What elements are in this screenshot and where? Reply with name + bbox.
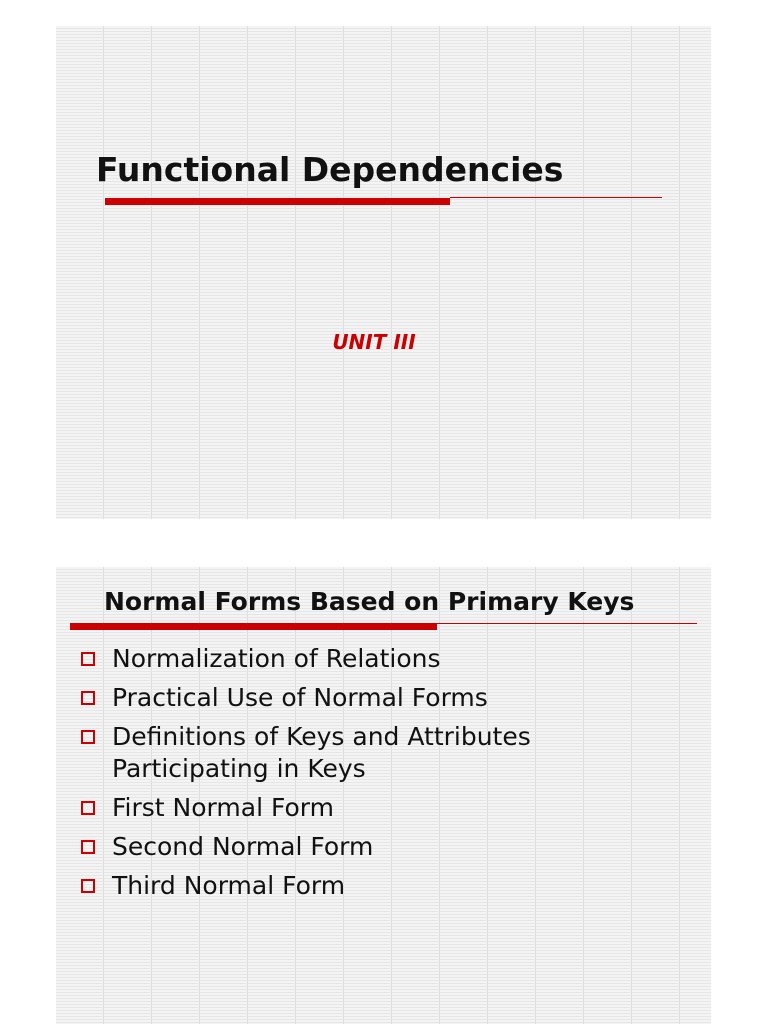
title-underline-thin [437,623,697,624]
square-bullet-icon [81,840,95,854]
square-bullet-icon [81,879,95,893]
bullet-item [80,831,690,863]
bullet-text: Definitions of Keys and Attributes Participating in Keys [112,722,531,783]
slide-normal-forms [56,567,711,1024]
slide-functional-dependencies [56,26,711,519]
title-underline-thick [105,198,450,205]
square-bullet-icon [81,801,95,815]
title-underline-thick [70,623,437,630]
square-bullet-icon [81,652,95,666]
slide-title: Normal Forms Based on Primary Keys [104,587,635,616]
bullet-item [80,870,690,902]
bullet-item [80,682,690,714]
square-bullet-icon [81,730,95,744]
bullet-text: Third Normal Form [112,871,346,900]
bullet-text: Second Normal Form [112,832,374,861]
bullet-list [80,643,690,909]
bullet-text: Practical Use of Normal Forms [112,683,488,712]
bullet-text: Normalization of Relations [112,644,441,673]
bullet-item [80,643,690,675]
bullet-item [80,721,690,785]
square-bullet-icon [81,691,95,705]
unit-label: UNIT III [332,330,416,354]
slide-title: Functional Dependencies [96,150,564,189]
title-underline-thin [450,197,662,198]
bullet-item [80,792,690,824]
bullet-text: First Normal Form [112,793,334,822]
